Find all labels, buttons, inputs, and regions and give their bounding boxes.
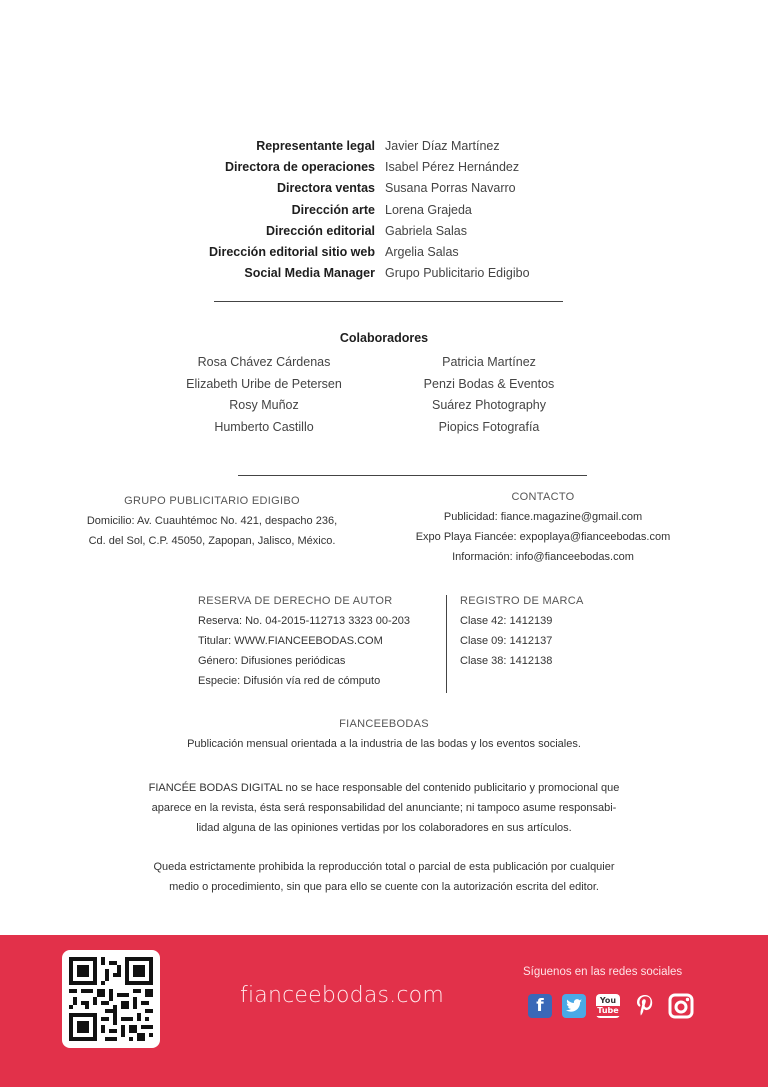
company-address: Cd. del Sol, C.P. 45050, Zapopan, Jalisco, México. [88, 535, 336, 547]
staff-row [0, 220, 768, 241]
staff-role: Directora de operaciones [224, 159, 375, 174]
prohibition-block [0, 857, 768, 897]
disclaimer-block [0, 778, 768, 838]
collaborator-name: Penzi Bodas & Eventos [423, 376, 555, 391]
prohibition-line: Queda estrictamente prohibida la reproducción total o parcial de esta publicación por cualquier [153, 861, 615, 873]
collaborators-left [134, 352, 394, 438]
twitter-icon[interactable] [562, 994, 586, 1018]
staff-row [0, 135, 768, 156]
contact-block [388, 487, 698, 567]
divider [238, 475, 587, 476]
staff-role: Directora ventas [277, 181, 375, 196]
staff-name: Grupo Publicitario Edigibo [385, 266, 530, 281]
website-link[interactable]: fianceebodas.com [240, 983, 444, 1008]
copyright-line: Reserva: No. 04-2015-112713 3323 00-203 [198, 615, 411, 627]
bird-icon [566, 999, 582, 1013]
disclaimer-line: lidad alguna de las opiniones vertidas por los colaboradores en sus artículos. [196, 822, 572, 834]
staff-row [0, 178, 768, 199]
collaborators-right [359, 352, 619, 438]
contact-line: Expo Playa Fiancée: expoplaya@fianceebodas.com [415, 531, 671, 543]
staff-name: Javier Díaz Martínez [385, 138, 500, 153]
copyright-block [198, 591, 443, 691]
follow-us-label: Síguenos en las redes sociales [523, 966, 683, 978]
camera-icon [668, 993, 694, 1019]
staff-row [0, 241, 768, 262]
company-block [62, 491, 362, 551]
staff-role: Representante legal [256, 138, 375, 153]
collaborator-name: Piopics Fotografía [438, 419, 540, 434]
staff-role: Dirección editorial [265, 223, 375, 238]
staff-name: Susana Porras Navarro [385, 181, 516, 196]
collaborator-name: Humberto Castillo [214, 419, 314, 434]
disclaimer-line: FIANCÉE BODAS DIGITAL no se hace responsable del contenido publicitario y promocional que [148, 782, 620, 794]
vertical-divider [446, 595, 447, 693]
staff-role: Dirección editorial sitio web [208, 245, 375, 260]
qr-code[interactable] [62, 950, 160, 1048]
trademark-line: Clase 38: 1412138 [460, 655, 553, 667]
collaborator-name: Elizabeth Uribe de Petersen [186, 376, 342, 391]
facebook-icon[interactable]: f [528, 994, 552, 1018]
pinterest-icon[interactable] [633, 994, 657, 1018]
collaborator-name: Rosa Chávez Cárdenas [197, 355, 331, 369]
copyright-line: Especie: Difusión vía red de cómputo [198, 675, 381, 687]
youtube-icon[interactable] [596, 994, 620, 1018]
staff-row [0, 156, 768, 177]
trademark-line: Clase 42: 1412139 [460, 615, 553, 627]
staff-name: Lorena Grajeda [385, 202, 472, 217]
trademark-block [460, 591, 640, 671]
publication-description: Publicación mensual orientada a la industria de las bodas y los eventos sociales. [187, 738, 581, 750]
staff-row [0, 199, 768, 220]
divider [214, 301, 563, 302]
copyright-line: Titular: WWW.FIANCEEBODAS.COM [198, 635, 383, 647]
collaborator-name: Suárez Photography [432, 398, 546, 412]
prohibition-line: medio o procedimiento, sin que para ello se cuente con la autorización escrita del editor. [169, 881, 599, 893]
instagram-icon[interactable] [668, 993, 694, 1019]
staff-name: Isabel Pérez Hernández [385, 159, 520, 174]
collaborators-title: Colaboradores [339, 331, 429, 345]
contact-line: Información: info@fianceebodas.com [452, 551, 634, 563]
copyright-title: RESERVA DE DERECHO DE AUTOR [198, 595, 393, 607]
company-address: Domicilio: Av. Cuauhtémoc No. 421, despacho 236, [86, 515, 338, 527]
disclaimer-line: aparece en la revista, ésta será responsabilidad del anunciante; ni tampoco asume responsabi- [151, 802, 617, 814]
pin-glyph-icon [635, 994, 655, 1018]
youtube-label: Tube [597, 1005, 619, 1015]
contact-line: Publicidad: fiance.magazine@gmail.com [443, 511, 643, 523]
staff-name: Argelia Salas [385, 245, 459, 260]
staff-role: Dirección arte [291, 202, 375, 217]
staff-row [0, 263, 768, 284]
publication-name: FIANCEEBODAS [339, 718, 429, 730]
staff-role: Social Media Manager [244, 266, 375, 281]
collaborator-name: Rosy Muñoz [229, 398, 299, 412]
collaborator-name: Patricia Martínez [442, 355, 536, 369]
qr-code-icon [69, 957, 153, 1041]
trademark-title: REGISTRO DE MARCA [460, 595, 584, 607]
staff-list [0, 135, 768, 284]
youtube-label: You [599, 995, 617, 1005]
staff-name: Gabriela Salas [385, 223, 467, 238]
company-name: GRUPO PUBLICITARIO EDIGIBO [124, 495, 300, 507]
copyright-line: Género: Difusiones periódicas [198, 655, 346, 667]
contact-title: CONTACTO [511, 491, 575, 503]
trademark-line: Clase 09: 1412137 [460, 635, 553, 647]
publication-block [0, 714, 768, 754]
